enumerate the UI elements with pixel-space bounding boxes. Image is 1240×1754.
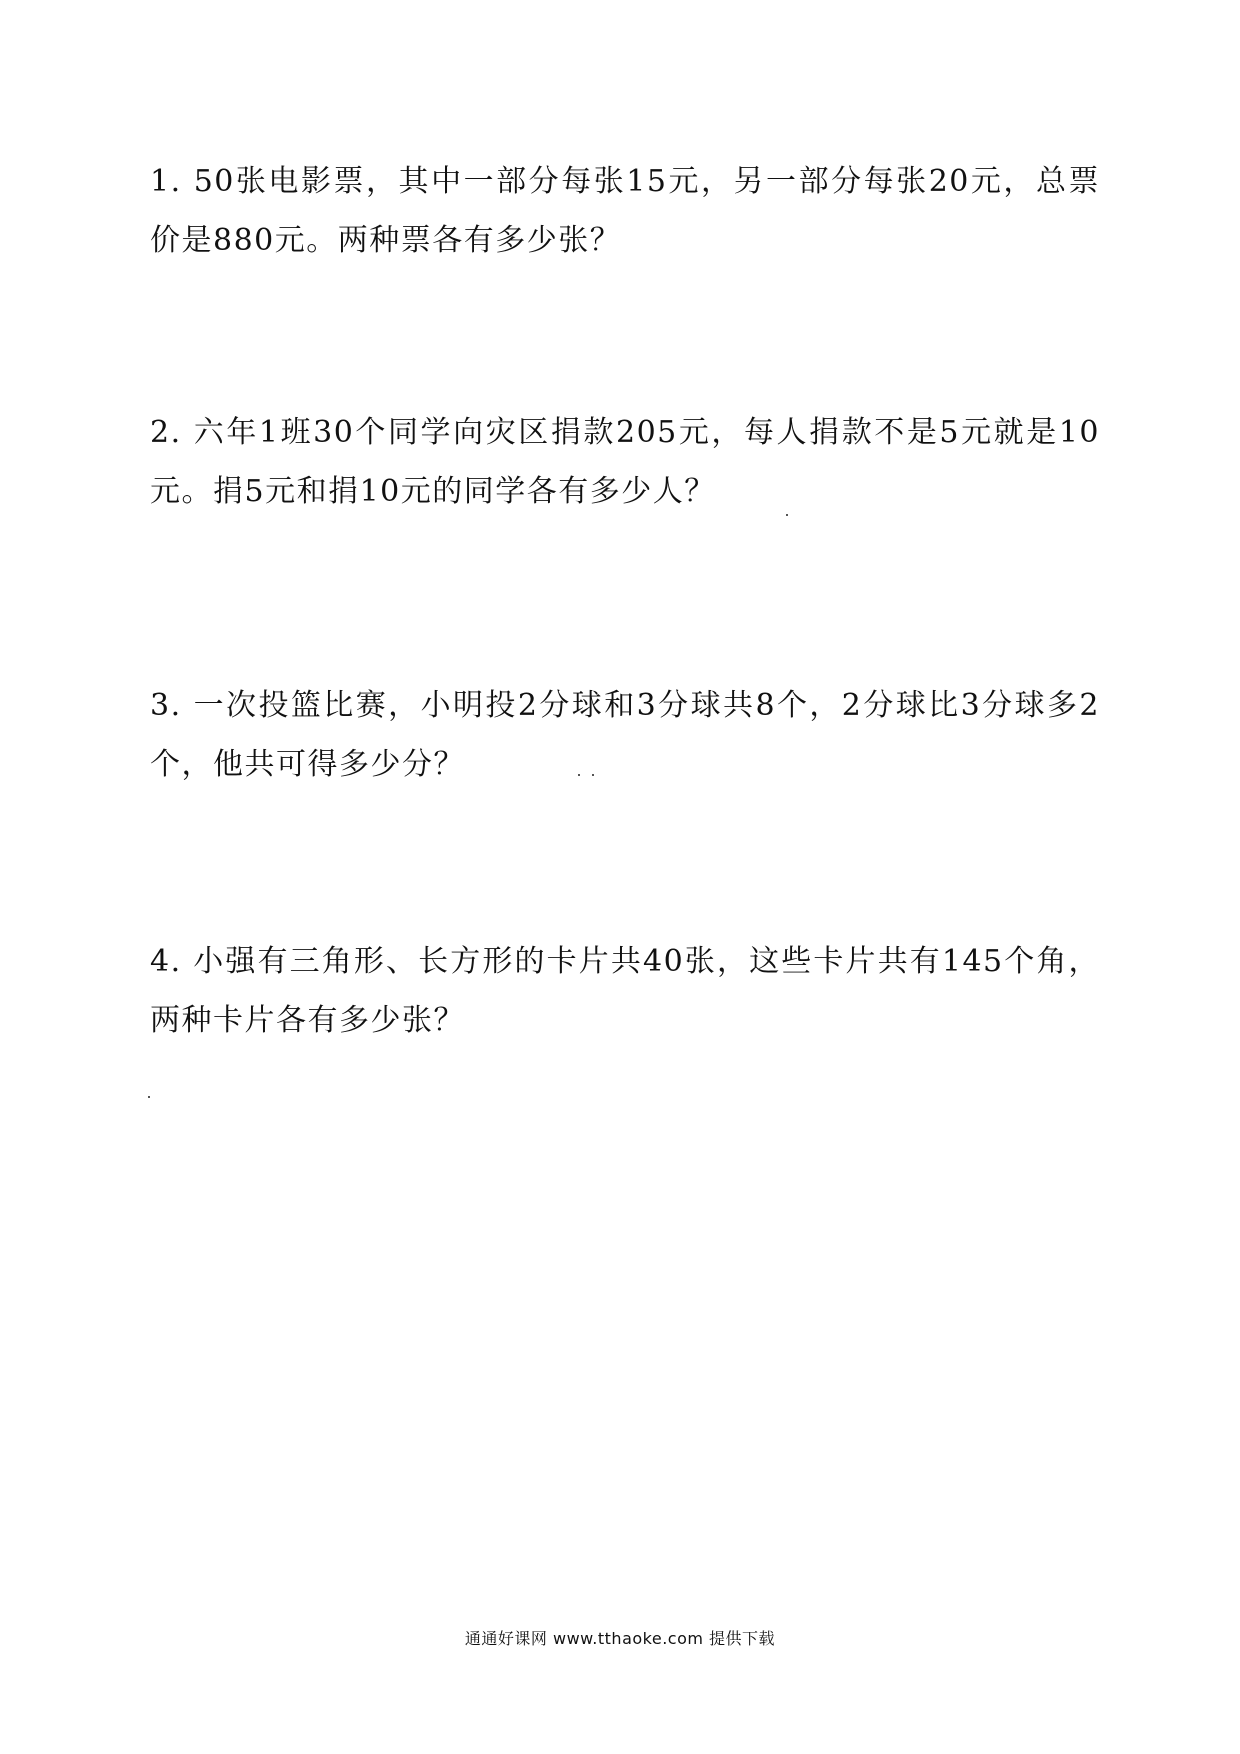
question-number: 4. [150, 944, 182, 979]
question-text: 一次投篮比赛，小明投2分球和3分球共8个，2分球比3分球多2个，他共可得多少分？ [150, 688, 1100, 782]
question-number: 3. [150, 688, 182, 723]
scan-speck [592, 774, 594, 776]
question-text: 小强有三角形、长方形的卡片共40张，这些卡片共有145个角，两种卡片各有多少张？ [150, 944, 1100, 1038]
scan-speck [148, 1096, 150, 1098]
scan-speck [786, 514, 788, 516]
question-number: 2. [150, 415, 182, 450]
question-3 [150, 676, 1100, 794]
question-4 [150, 932, 1100, 1050]
question-text: 50张电影票，其中一部分每张15元，另一部分每张20元，总票价是880元。两种票各有多少张？ [150, 164, 1100, 258]
question-number: 1. [150, 164, 182, 199]
question-text: 六年1班30个同学向灾区捐款205元，每人捐款不是5元就是10元。捐5元和捐10元的同学各有多少人？ [150, 415, 1100, 509]
page-footer: 通通好课网 www.tthaoke.com 提供下载 [464, 1629, 776, 1648]
question-2 [150, 403, 1100, 521]
scan-speck [578, 774, 580, 776]
question-1 [150, 152, 1100, 270]
